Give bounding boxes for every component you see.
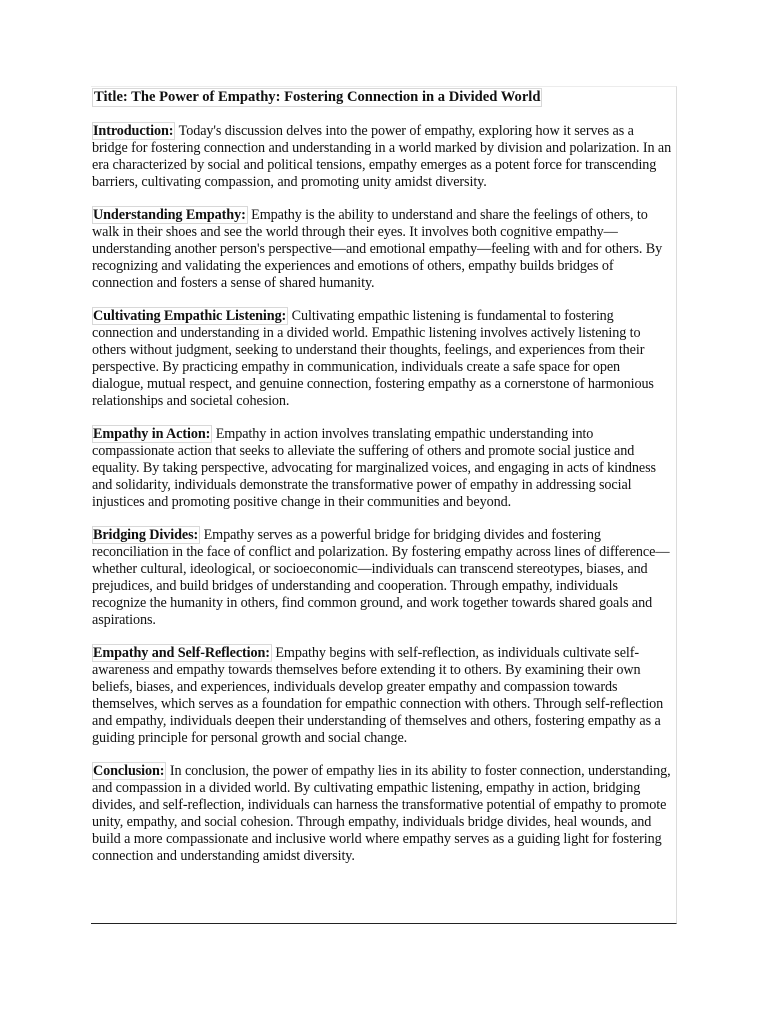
section-heading: Cultivating Empathic Listening: xyxy=(93,308,287,324)
section-heading: Conclusion: xyxy=(93,763,165,779)
section-body: Empathy is the ability to understand and share the feelings of others, to walk in their shoes and see the world through their eyes. It involves both cognitive empathy—understanding another person's perspective—and emotional empathy—feeling with and for others. By recognizing and validating the experiences and emotions of others, empathy builds bridges of connection and fosters a sense of shared humanity. xyxy=(92,207,663,291)
section-conclusion xyxy=(92,763,672,865)
document-title: Title: The Power of Empathy: Fostering Connection in a Divided World xyxy=(94,89,541,105)
section-body: Empathy in action involves translating empathic understanding into compassionate action that seeks to alleviate the suffering of others and promote social justice and equality. By taking perspective, advocating for marginalized voices, and engaging in acts of kindness and solidarity, individuals demonstrate the transformative power of empathy in addressing social injustices and promoting positive change in their communities and beyond. xyxy=(92,426,656,510)
section-empathy-in-action xyxy=(92,426,672,511)
section-introduction xyxy=(92,123,672,191)
section-body: Empathy serves as a powerful bridge for bridging divides and fostering reconciliation in the face of conflict and polarization. By fostering empathy across lines of difference—whether cultural, ideological, or socioeconomic—individuals can transcend stereotypes, biases, and prejudices, and build bridges of understanding and cooperation. Through empathy, individuals recognize the humanity in others, find common ground, and work together towards shared goals and aspirations. xyxy=(92,527,670,628)
document-page xyxy=(91,86,677,924)
section-body: Empathy begins with self-reflection, as individuals cultivate self-awareness and empathy towards themselves before extending it to others. By examining their own beliefs, biases, and experiences, individuals develop greater empathy and compassion towards themselves, which serves as a foundation for empathic connection with others. Through self-reflection and empathy, individuals deepen their understanding of themselves and others, fostering empathy as a guiding principle for personal growth and social change. xyxy=(92,645,664,746)
section-body: In conclusion, the power of empathy lies in its ability to foster connection, understanding, and compassion in a divided world. By cultivating empathic listening, empathy in action, bridging divides, and self-reflection, individuals can harness the transformative potential of empathy to promote unity, empathy, and social cohesion. Through empathy, individuals bridge divides, heal wounds, and build a more compassionate and inclusive world where empathy serves as a guiding light for fostering connection and understanding amidst diversity. xyxy=(92,763,671,864)
section-heading: Introduction: xyxy=(93,123,174,139)
section-empathy-and-self-reflection xyxy=(92,645,672,747)
section-bridging-divides xyxy=(92,527,672,629)
section-heading: Empathy in Action: xyxy=(93,426,211,442)
section-cultivating-empathic-listening xyxy=(92,308,672,410)
section-body: Cultivating empathic listening is fundamental to fostering connection and understanding in a divided world. Empathic listening involves actively listening to others without judgment, seeking to understand their thoughts, feelings, and experiences from their perspective. By practicing empathy in communication, individuals create a safe space for open dialogue, mutual respect, and genuine connection, fostering empathy as a cornerstone of harmonious relationships and societal cohesion. xyxy=(92,308,654,409)
section-heading: Empathy and Self-Reflection: xyxy=(93,645,270,661)
section-heading: Bridging Divides: xyxy=(93,527,199,543)
section-understanding-empathy xyxy=(92,207,672,292)
section-body: Today's discussion delves into the power of empathy, exploring how it serves as a bridge for fostering connection and understanding in a world marked by division and polarization. In an era characterized by social and political tensions, empathy emerges as a potent force for transcending barriers, cultivating compassion, and promoting unity amidst diversity. xyxy=(92,123,672,190)
section-heading: Understanding Empathy: xyxy=(93,207,246,223)
